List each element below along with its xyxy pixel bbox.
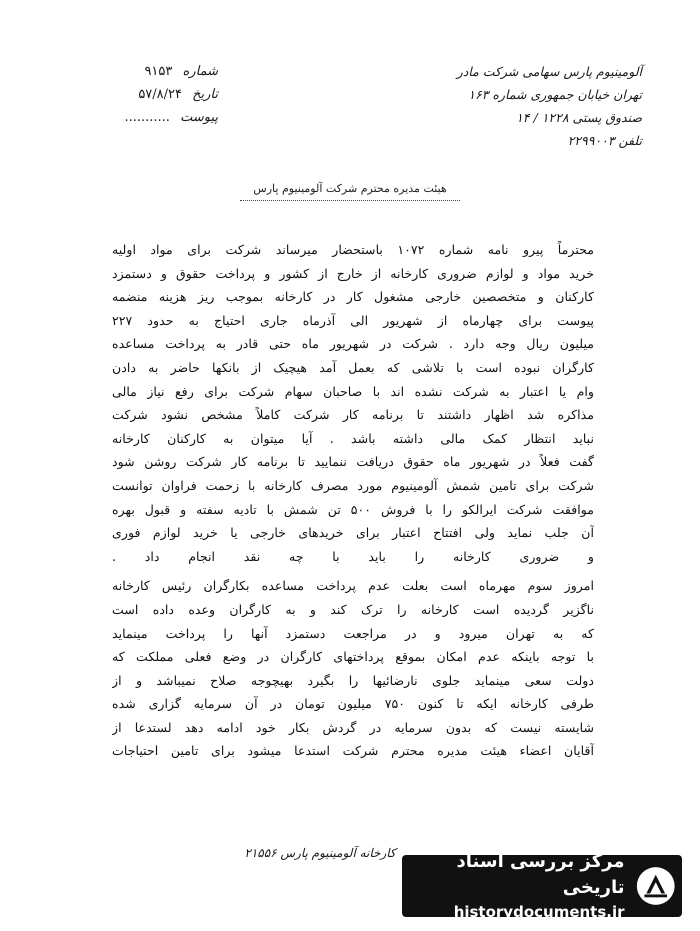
number-value: ۹۱۵۳ <box>144 64 173 79</box>
body-line: وام یا اعتبار به شرکت نشده اند با صاحبان سهام شرکت برای رفع نیاز مالی <box>112 383 594 399</box>
body-line: آن جلب نماید ولی افتتاح اعتبار برای خریدهای خارجی یا خرید لوازم فوری <box>112 525 594 541</box>
watermark-text <box>402 849 625 923</box>
body-line: کارگران نبوده است با تلاشی که بعمل آمد هیچیک از بانکها حاضر به دادن <box>112 359 594 375</box>
number-label: شماره <box>182 64 218 79</box>
body-line: گفت فعلاً در شهریور ماه حقوق دریافت ننمایید تا برنامه کار شرکت روشن شود <box>112 454 594 470</box>
body-line: طرفی کارخانه ایکه تا کنون ۷۵۰ میلیون تومان در آن سرمایه گزاری شده <box>112 696 594 712</box>
watermark <box>402 851 682 921</box>
date-row <box>58 83 218 106</box>
body-line: مذاکره شد اظهار داشتند تا برنامه کار شرکت کاملاً مشخص نشود شرکت <box>112 407 594 423</box>
address-line-2: تهران خیابان جمهوری شماره ۱۶۳ <box>468 87 642 102</box>
attachment-value: ........... <box>124 110 170 125</box>
recipient-address <box>392 60 642 152</box>
attachment-label: پیوست <box>180 110 218 125</box>
watermark-title: مرکز بررسی اسناد تاریخی <box>456 851 625 898</box>
body-line: پیوست برای چهارماه از شهریور الی آذرماه جاری احتیاج به حدود ۲۲۷ <box>112 312 594 328</box>
body-line: که به تهران میرود و در مراجعت دستمزد آنها را پرداخت مینماید <box>112 625 594 641</box>
body-line: خرید مواد و لوازم ضروری کارخانه از خارج از کشور و پرداخت حقوق و دستمزد <box>112 265 594 281</box>
address-line-1: آلومینیوم پارس سهامی شرکت مادر <box>456 64 642 79</box>
body-line: نباید انتظار کمک مالی داشته باشد . آیا میتوان به کارکنان کارخانه <box>112 430 594 446</box>
address-line-4: تلفن ۲۲۹۹۰۰۳ <box>567 133 642 148</box>
document-meta <box>58 60 218 129</box>
letter-body <box>112 238 594 763</box>
signature: کارخانه آلومینیوم پارس ۲۱۵۵۶ <box>244 846 396 860</box>
body-line: ناگزیر گردیده است کارخانه را ترک کند و به کارگران وعده داده است <box>112 601 594 617</box>
body-line: با توجه باینکه عدم امکان بموقع پرداختهای کارگران در وضع فعلی مملکت که <box>112 649 594 665</box>
date-label: تاریخ <box>192 87 218 102</box>
number-row <box>58 60 218 83</box>
body-line: امروز سوم مهرماه است بعلت عدم پرداخت مساعده بکارگران رئیس کارخانه <box>112 578 594 594</box>
subject-underline <box>240 200 460 201</box>
body-line: میلیون ریال وجه دارد . شرکت در شهریور ماه حتی قادر به پرداخت مساعده <box>112 336 594 352</box>
address-line-3: صندوق پستی ۱۲۲۸ / ۱۴ <box>516 110 642 125</box>
body-line: کارکنان و متخصصین خارجی مشغول کار در کارخانه بموجب ریز هزینه منضمه <box>112 289 594 305</box>
body-line: آقایان اعضاء هیئت مدیره محترم شرکت استدعا میشود برای تامین احتیاجات <box>112 743 594 759</box>
archive-logo-icon <box>635 864 676 908</box>
body-line: موافقت شرکت ایرالکو را با فروش ۵۰۰ تن شمش با تادیه سفته و قبول بهره <box>112 501 594 517</box>
letter-subject: هیئت مدیره محترم شرکت آلومینیوم پارس <box>253 182 447 195</box>
body-line: شایسته نیست که بدون سرمایه در گردش بکار خود ادامه دهد لستدعا از <box>112 719 594 735</box>
body-line: دولت سعی مینماید جلوی نارضائیها را بگیرد بهیچوجه صلاح نمیباشد و از <box>112 672 594 688</box>
body-line: شرکت برای تامین شمش آلومینیوم مورد مصرف کارخانه با زحمت فراوان توانست <box>112 477 594 493</box>
attachment-row <box>58 106 218 129</box>
date-value: ۵۷/۸/۲۴ <box>138 87 182 102</box>
body-line: و ضروری کارخانه را باید با چه نقد انجام داد . <box>112 548 594 564</box>
watermark-url: historydocuments.ir <box>453 903 625 921</box>
body-line: محترماً پیرو نامه شماره ۱۰۷۲ باستحضار میرساند شرکت برای مواد اولیه <box>112 242 594 257</box>
